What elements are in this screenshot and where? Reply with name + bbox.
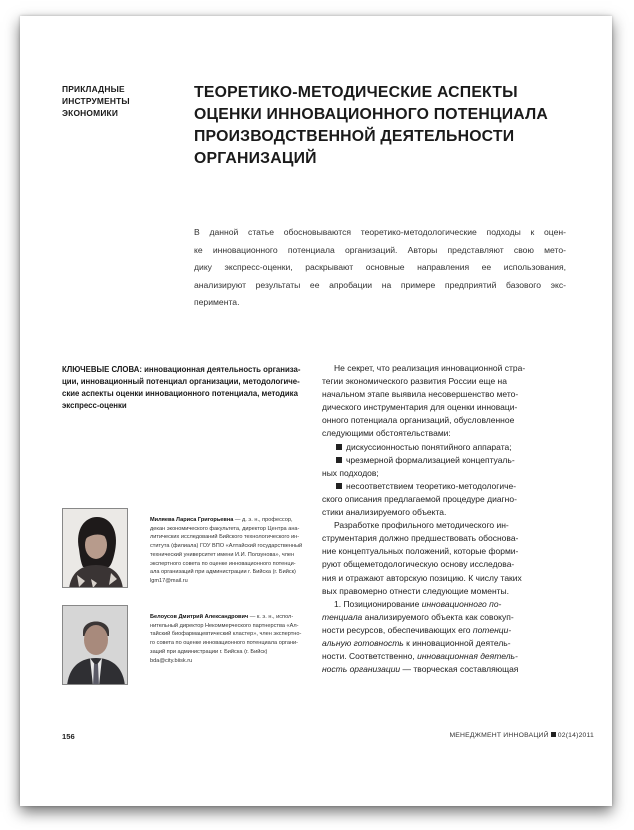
body-line: тегии экономического развития России еще на xyxy=(322,376,507,387)
author-bio-line: нительный директор Некоммерческого партнерства «Ал- xyxy=(150,622,299,629)
body-line: ния и отражают авторскую позицию. К числу таких xyxy=(322,572,522,583)
author-email: bda@city.biisk.ru xyxy=(150,657,193,664)
body-line: ных подходов; xyxy=(322,467,379,478)
body-line: Не секрет, что реализация инновационной стра- xyxy=(334,363,526,373)
body-line: Разработке профильного методического ин- xyxy=(334,520,509,531)
body-line: онного потенциала организаций, обусловленное xyxy=(322,415,515,426)
body-line: руют общеметодологическую основу исследова- xyxy=(322,559,515,570)
section-label xyxy=(62,83,130,119)
body-line: ность организации — творческая составляющая xyxy=(322,664,519,675)
body-text-column xyxy=(322,362,568,676)
article-title xyxy=(194,82,564,170)
title-line: ОЦЕНКИ ИННОВАЦИОННОГО ПОТЕНЦИАЛА xyxy=(194,106,548,123)
author-bio-line: ала организаций при администрации г. Бийска (г. Бийск) xyxy=(150,569,296,576)
section-label-line: ПРИКЛАДНЫЕ xyxy=(62,84,125,94)
author-bio-line: декан экономического факультета, директор Центра ана- xyxy=(150,525,300,532)
section-label-line: ЭКОНОМИКИ xyxy=(62,108,119,118)
keywords-line: ские аспекты оценки инновационного потенциала, методика xyxy=(62,389,298,398)
bullet-square-icon xyxy=(336,444,342,450)
bullet-square-icon xyxy=(336,483,342,489)
body-line: следующими обстоятельствами: xyxy=(322,428,451,439)
journal-footer xyxy=(449,732,594,739)
section-label-line: ИНСТРУМЕНТЫ xyxy=(62,96,130,106)
author-bio-line: — к. э. н., испол- xyxy=(248,614,294,620)
title-line: ОРГАНИЗАЦИЙ xyxy=(194,150,317,167)
body-line: вых правомерно отнести следующие моменты. xyxy=(322,585,509,596)
author-bio-line: тайский биофармацевтический кластер», член экспертно- xyxy=(150,631,302,638)
body-line: тенциала анализируемого объекта как совокуп- xyxy=(322,611,514,622)
author-bio-milyaeva xyxy=(150,516,303,586)
keywords-line: ции, инновационный потенциал организации, методологиче- xyxy=(62,377,300,386)
page-number: 156 xyxy=(62,732,75,741)
keywords-line: КЛЮЧЕВЫЕ СЛОВА: инновационная деятельность организа- xyxy=(62,365,301,374)
author-bio-belousov xyxy=(150,613,300,665)
bullet-item: чрезмерной формализацией концептуаль- xyxy=(322,454,568,467)
body-line: дического инструментария для оценки инноваци- xyxy=(322,402,518,413)
abstract xyxy=(194,224,566,312)
author-email: lgm17@mail.ru xyxy=(150,577,188,584)
body-line: струментария должно предшествовать обоснова- xyxy=(322,533,519,544)
title-line: ТЕОРЕТИКО-МЕТОДИЧЕСКИЕ АСПЕКТЫ xyxy=(194,84,518,101)
abstract-line: дику экспресс-оценки, раскрывают основные направления ее использования, xyxy=(194,262,566,273)
author-name: Миляева Лариса Григорьевна xyxy=(150,517,234,523)
author-photo-milyaeva xyxy=(62,508,128,588)
body-line: ности. Соответственно, инновационная деятель- xyxy=(322,651,518,662)
separator-square-icon xyxy=(551,732,556,737)
bullet-item: несоответствием теоретико-методологиче- xyxy=(322,480,568,493)
title-line: ПРОИЗВОДСТВЕННОЙ ДЕЯТЕЛЬНОСТИ xyxy=(194,128,515,145)
author-bio-line: го совета по оценке инновационного потенциала органи- xyxy=(150,640,299,647)
body-line: стики анализируемого объекта. xyxy=(322,507,447,518)
author-photo-belousov xyxy=(62,605,128,685)
body-line: ние концептуальных положений, которые форми- xyxy=(322,546,519,557)
abstract-line: перимента. xyxy=(194,297,240,308)
abstract-line: ке инновационного потенциала организаций. Авторы представляют свою мето- xyxy=(194,244,566,255)
bullet-item: дискуссионностью понятийного аппарата; xyxy=(322,441,568,454)
author-name: Белоусов Дмитрий Александрович xyxy=(150,614,249,620)
author-bio-line: экспертного совета по оценке инновационного потенци- xyxy=(150,560,296,567)
author-bio-line: литических исследований Бийского технологического ин- xyxy=(150,534,300,541)
body-line: 1. Позиционирование инновационного по- xyxy=(334,598,502,609)
body-line: альную готовность к инновационной деятель- xyxy=(322,637,511,648)
author-bio-line: технический университет имени И.И. Ползунова», член xyxy=(150,551,295,558)
abstract-line: В данной статье обосновываются теоретико-методологические подходы к оцен- xyxy=(194,227,566,237)
body-line: ности ресурсов, обеспечивающих его потенци- xyxy=(322,624,512,635)
author-bio-line: — д. э. н., профессор, xyxy=(233,517,293,523)
keywords xyxy=(62,364,312,412)
journal-issue: 02(14)2011 xyxy=(557,732,594,739)
body-line: начальном этапе выявила несовершенство мето- xyxy=(322,389,519,400)
keywords-line: экспресс-оценки xyxy=(62,401,127,410)
body-line: ского описания предлагаемой процедуре диагно- xyxy=(322,493,517,504)
author-bio-line: ститута (филиала) ГОУ ВПО «Алтайский государственный xyxy=(150,543,303,550)
bullet-square-icon xyxy=(336,457,342,463)
abstract-line: анализируют результаты ее апробации на примере предприятий базового экс- xyxy=(194,279,566,290)
journal-name: МЕНЕДЖМЕНТ ИННОВАЦИЙ xyxy=(449,732,549,739)
author-bio-line: заций при администрации г. Бийска (г. Бийск) xyxy=(150,648,268,655)
